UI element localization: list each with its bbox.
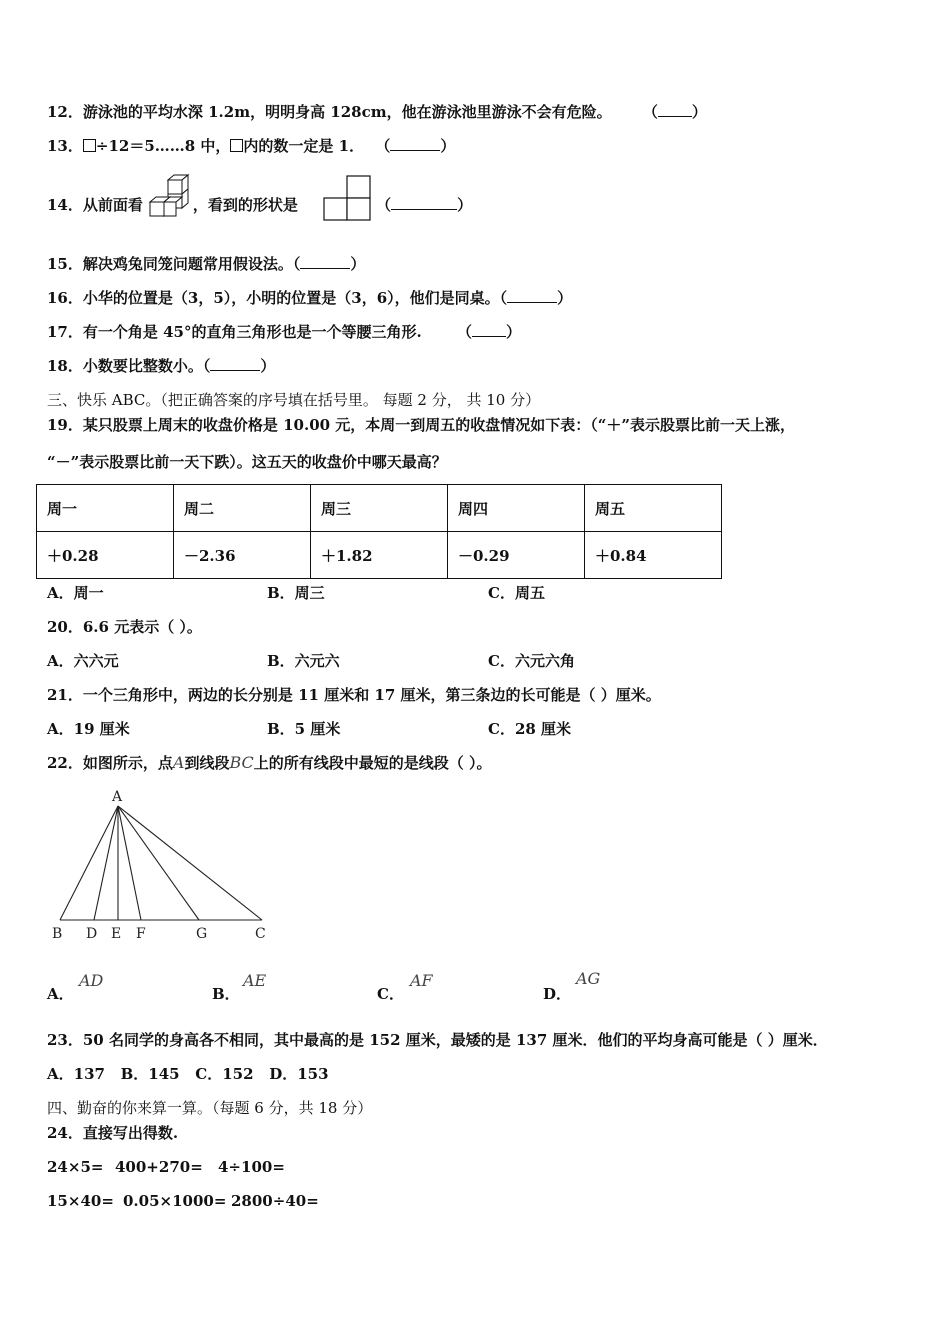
question-16 <box>47 288 572 308</box>
option-letter: A． <box>47 985 74 1003</box>
question-18 <box>47 356 275 376</box>
option-d-segment: AG <box>576 969 601 988</box>
paren-left: （ <box>202 357 211 375</box>
option-c[interactable] <box>377 984 404 1004</box>
option-b-segment: AE <box>243 971 267 990</box>
paren-left: （ <box>499 289 508 307</box>
table-header-cell: 周一 <box>37 485 174 532</box>
option-a[interactable]: A．六六元 <box>47 652 119 670</box>
calc-item: 0.05×1000= <box>123 1192 227 1210</box>
cube-stack-figure <box>148 172 194 222</box>
table-row <box>37 532 722 579</box>
question-text-b: ，看到的形状是 <box>192 196 298 214</box>
label-g: G <box>196 926 208 942</box>
calc-item: 400+270= <box>115 1158 203 1176</box>
question-17 <box>47 322 521 342</box>
question-13 <box>47 136 455 156</box>
answer-blank[interactable] <box>390 136 440 151</box>
paren-right: ） <box>350 255 366 273</box>
question-23: 23．50 名同学的身高各不相同，其中最高的是 152 厘米，最矮的是 137 厘米．他们的平均身高可能是（ ）厘米． <box>47 1031 828 1049</box>
label-f: F <box>136 926 146 942</box>
table-cell: ＋0.28 <box>37 532 174 579</box>
label-a: A <box>112 789 123 805</box>
square-box-icon <box>230 139 243 152</box>
point-label: A <box>172 753 185 772</box>
option-letter: D． <box>543 985 572 1003</box>
question-21: 21．一个三角形中，两边的长分别是 11 厘米和 17 厘米，第三条边的长可能是（ ）厘米。 <box>47 686 661 704</box>
question-24: 24．直接写出得数. <box>47 1124 179 1142</box>
paren-left: （ <box>376 196 392 214</box>
question-number: 16． <box>47 289 83 307</box>
table-header-cell: 周五 <box>585 485 722 532</box>
question-number: 14． <box>47 196 83 214</box>
paren-left: （ <box>456 323 472 341</box>
question-19-line2: “－”表示股票比前一天下跌）。这五天的收盘价中哪天最高？ <box>47 453 447 471</box>
calc-item: 2800÷40= <box>231 1192 319 1210</box>
question-text: 解决鸡兔同笼问题常用假设法。 <box>82 255 293 273</box>
label-c: C <box>255 926 266 942</box>
section-3-title: 三、快乐 ABC。（把正确答案的序号填在括号里。 每题 2 分， 共 10 分） <box>47 391 541 409</box>
paren-right: ） <box>557 289 573 307</box>
table-cell: ＋0.84 <box>585 532 722 579</box>
question-15 <box>47 254 365 274</box>
option-letter: B． <box>212 985 240 1003</box>
paren-right: ） <box>457 196 473 214</box>
question-number: 13． <box>47 137 83 155</box>
option-letter: C． <box>377 985 404 1003</box>
segment-ac <box>118 806 262 920</box>
question-14 <box>47 195 472 215</box>
label-e: E <box>111 926 122 942</box>
triangle-figure <box>44 784 274 944</box>
segment-ab <box>60 806 118 920</box>
question-text: 有一个角是 45°的直角三角形也是一个等腰三角形. <box>82 323 422 341</box>
question-text: 游泳池的平均水深 1.2m，明明身高 128cm，他在游泳池里游泳不会有危险。 <box>82 103 612 121</box>
calc-item: 15×40= <box>47 1192 114 1210</box>
question-number: 12． <box>47 103 83 121</box>
answer-blank[interactable] <box>658 102 692 117</box>
question-text: 小华的位置是（3，5），小明的位置是（3，6），他们是同桌。 <box>82 289 500 307</box>
question-number: 15． <box>47 255 83 273</box>
question-text-b: 内的数一定是 1． <box>243 137 365 155</box>
paren-right: ） <box>440 137 456 155</box>
stock-price-table <box>36 484 722 579</box>
paren-left: （ <box>375 137 391 155</box>
calc-item: 24×5= <box>47 1158 104 1176</box>
table-cell: －2.36 <box>174 532 311 579</box>
question-text-a: ÷12＝5……8 中， <box>95 137 231 155</box>
question-text-b: 到线段 <box>184 754 230 772</box>
paren-right: ） <box>691 103 707 121</box>
table-header-cell: 周三 <box>311 485 448 532</box>
table-header-row <box>37 485 722 532</box>
option-a[interactable]: A．19 厘米 <box>47 720 130 738</box>
option-c[interactable]: C．周五 <box>488 584 545 602</box>
question-20: 20．6.6 元表示（ ）。 <box>47 618 202 636</box>
question-19-line1: 19．某只股票上周末的收盘价格是 10.00 元，本周一到周五的收盘情况如下表：（“＋”表示股票比前一天上涨， <box>47 416 796 434</box>
answer-blank[interactable] <box>507 288 557 303</box>
option-c[interactable]: C．28 厘米 <box>488 720 572 738</box>
label-d: D <box>86 926 98 942</box>
question-text: 小数要比整数小。 <box>82 357 203 375</box>
option-a[interactable] <box>47 984 74 1004</box>
option-a-segment: AD <box>79 971 104 990</box>
calc-item: 4÷100= <box>218 1158 285 1176</box>
option-d[interactable] <box>543 984 571 1004</box>
table-cell: ＋1.82 <box>311 532 448 579</box>
label-b: B <box>52 926 63 942</box>
table-header-cell: 周二 <box>174 485 311 532</box>
paren-right: ） <box>260 357 276 375</box>
segment-ag <box>118 806 199 920</box>
option-a[interactable]: A．周一 <box>47 584 104 602</box>
question-text-a: 从前面看 <box>82 196 143 214</box>
question-22 <box>47 753 491 773</box>
option-b[interactable] <box>212 984 240 1004</box>
paren-left: （ <box>642 103 658 121</box>
square-box-icon <box>83 139 96 152</box>
paren-right: ） <box>505 323 521 341</box>
answer-blank[interactable] <box>300 254 350 269</box>
answer-blank[interactable] <box>472 322 506 337</box>
option-b[interactable]: B．六元六 <box>267 652 340 670</box>
option-c[interactable]: C．六元六角 <box>488 652 575 670</box>
segment-ad <box>94 806 118 920</box>
question-number: 18． <box>47 357 83 375</box>
option-c-segment: AF <box>410 971 433 990</box>
table-cell: －0.29 <box>448 532 585 579</box>
question-23-options[interactable]: A．137 B．145 C．152 D．153 <box>47 1065 329 1083</box>
section-4-title: 四、勤奋的你来算一算。（每题 6 分，共 18 分） <box>47 1099 373 1117</box>
table-header-cell: 周四 <box>448 485 585 532</box>
segment-label: BC <box>229 753 254 772</box>
question-text-c: 上的所有线段中最短的是线段（ ）。 <box>253 754 492 772</box>
option-b[interactable]: B．5 厘米 <box>267 720 341 738</box>
answer-blank[interactable] <box>391 195 457 210</box>
question-12 <box>47 102 707 122</box>
option-b[interactable]: B．周三 <box>267 584 325 602</box>
paren-left: （ <box>292 255 301 273</box>
question-text-a: 22．如图所示，点 <box>47 754 173 772</box>
question-number: 17． <box>47 323 83 341</box>
answer-blank[interactable] <box>210 356 260 371</box>
front-view-shape <box>322 175 372 223</box>
